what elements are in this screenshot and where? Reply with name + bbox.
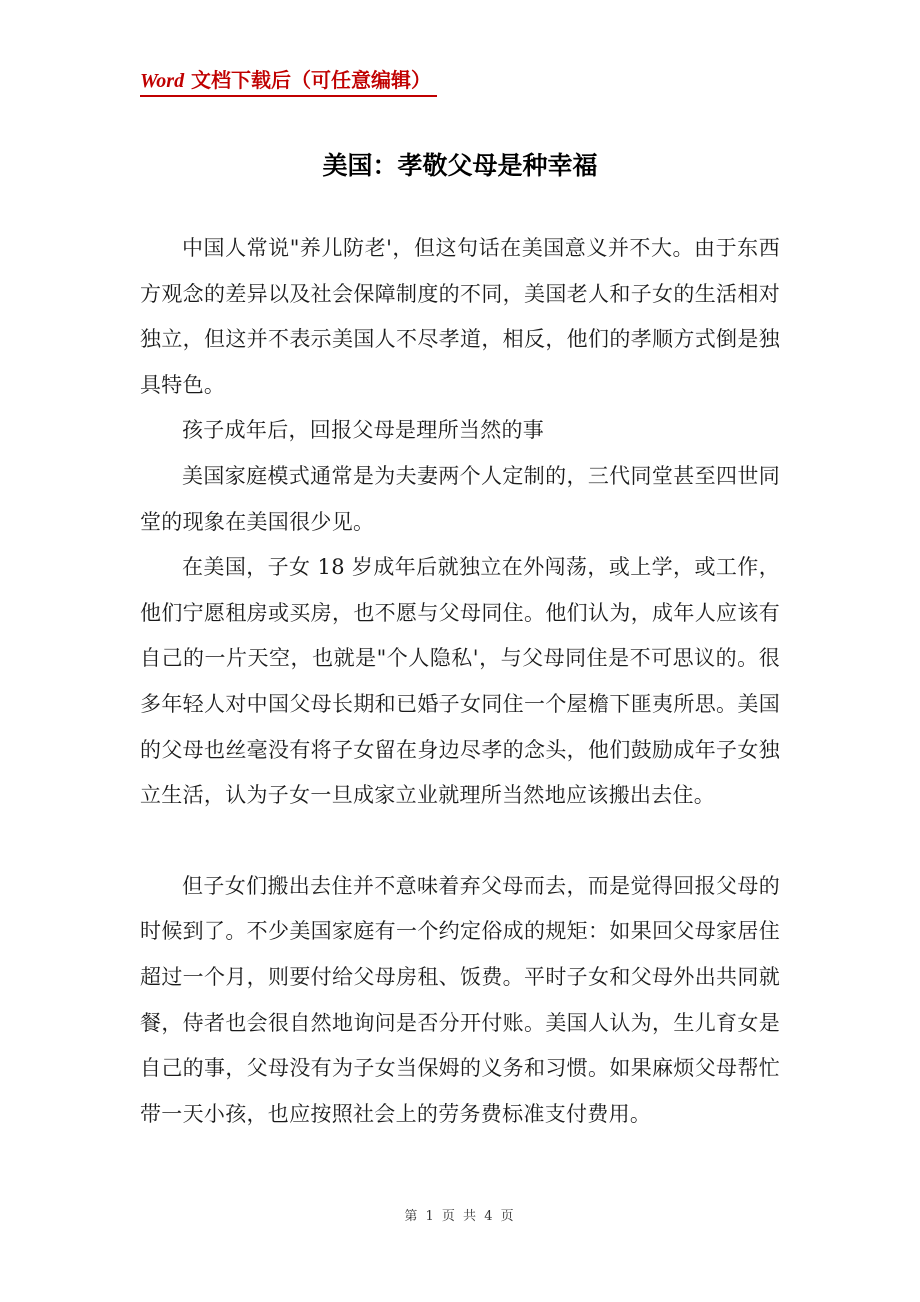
paragraph-family-model: 美国家庭模式通常是为夫妻两个人定制的，三代同堂甚至四世同堂的现象在美国很少见。 (140, 463, 780, 534)
paragraph-independence: 在美国，子女 18 岁成年后就独立在外闯荡，或上学，或工作，他们宁愿租房或买房，也不愿与父母同住。他们认为，成年人应该有自己的一片天空，也就是"个人隐私'，与父母同住是不可思议的。很多年轻人对中国父母长期和已婚子女同住一个屋檐下匪夷所思。美国的父母也丝毫没有将子女留在身边尽孝的念头，他们鼓励成年子女独立生活，认为子女一旦成家立业就理所当然地应该搬出去住。 (140, 555, 780, 808)
paragraph-subheading: 孩子成年后，回报父母是理所当然的事 (182, 418, 545, 443)
article-title: 美国：孝敬父母是种幸福 (322, 151, 598, 180)
article-body (140, 226, 780, 1137)
paragraph-repay-parents: 但子女们搬出去住并不意味着弃父母而去，而是觉得回报父母的时候到了。不少美国家庭有一个约定俗成的规矩：如果回父母家居住超过一个月，则要付给父母房租、饭费。平时子女和父母外出共同就餐，侍者也会很自然地询问是否分开付账。美国人认为，生儿育女是自己的事，父母没有为子女当保姆的义务和习惯。如果麻烦父母帮忙带一天小孩，也应按照社会上的劳务费标准支付费用。 (140, 873, 780, 1126)
paragraph-intro: 中国人常说"养儿防老'，但这句话在美国意义并不大。由于东西方观念的差异以及社会保障制度的不同，美国老人和子女的生活相对独立，但这并不表示美国人不尽孝道，相反，他们的孝顺方式倒是独具特色。 (140, 236, 780, 397)
document-header (140, 66, 437, 97)
header-word: Word (140, 70, 185, 92)
paragraph-spacer (140, 819, 780, 864)
header-text: 文档下载后（可任意编辑） (184, 68, 432, 92)
page-footer: 第 1 页 共 4 页 (404, 1209, 516, 1224)
